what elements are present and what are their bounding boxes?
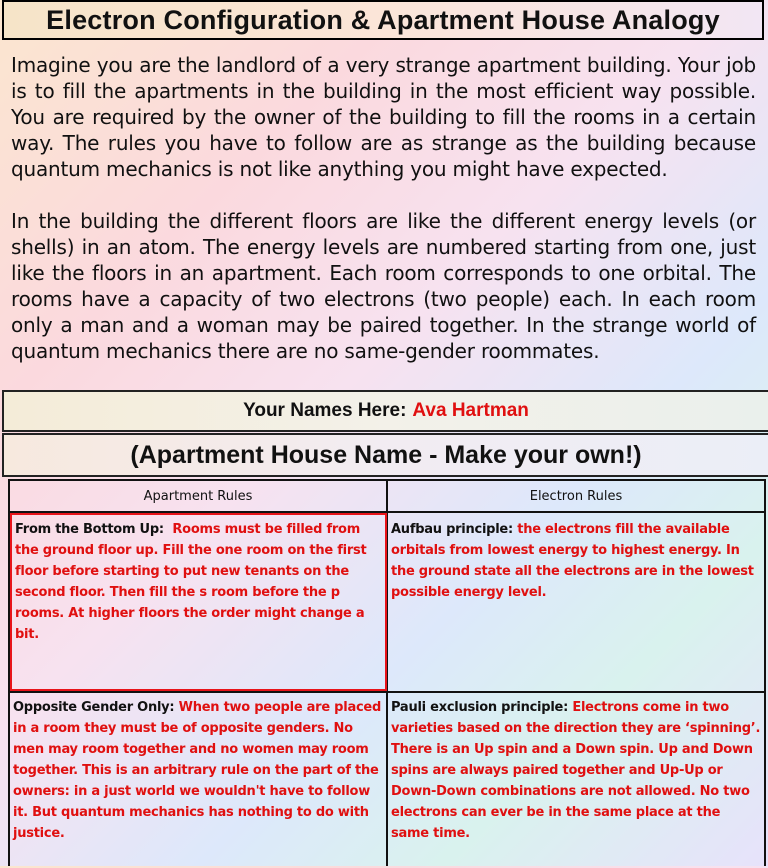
rules-table — [8, 479, 766, 866]
names-label: Your Names Here: — [243, 400, 407, 421]
intro-paragraph-2: In the building the different floors are like the different energy levels (or shells) in an atom. The energy levels are numbered starting from one, just like the floors in an apartment. Each room corresponds to one orbital. The rooms have a capacity of two electrons (two people) each. In each room only a man and a woman may be paired together. In the strange world of quantum mechanics there are no same-gender roommates. — [11, 209, 756, 363]
rule-text: Rooms must be filled from the ground floor up. Fill the one room on the first floor before starting to put new tenants on the second floor. Then fill the s room before the p rooms. At higher floors the order might change a bit. — [15, 522, 367, 642]
cell-pauli-exclusion-principle — [388, 693, 764, 868]
cell-from-bottom-up — [10, 513, 387, 691]
rule-text: When two people are placed in a room they must be of opposite genders. No men may room together and no women may room together. This is an arbitrary rule on the part of the owners: in a just world we wouldn't have to follow it. But quantum mechanics has nothing to do with justice. — [13, 700, 382, 841]
rule-term: Aufbau principle: — [391, 522, 513, 537]
cell-opposite-gender-only — [10, 693, 386, 868]
rule-term: Pauli exclusion principle: — [391, 700, 569, 715]
rule-text: the electrons fill the available orbitals from lowest energy to highest energy. In the ground state all the electrons are in the lowest possible energy level. — [391, 522, 754, 600]
names-value[interactable]: Ava Hartman — [412, 400, 529, 421]
rule-term: Opposite Gender Only: — [13, 700, 175, 715]
cell-aufbau-principle — [388, 515, 764, 691]
intro-paragraph-1: Imagine you are the landlord of a very strange apartment building. Your job is to fill the apartments in the building in the most efficient way possible. You are required by the owner of the building to fill the rooms in a certain way. The rules you have to follow are as strange as the building because quantum mechanics is not like anything you might have expected. — [11, 53, 756, 181]
intro-text — [11, 52, 756, 390]
names-bar — [2, 390, 768, 432]
house-name-bar[interactable]: (Apartment House Name - Make your own!) — [2, 433, 768, 477]
page-title: Electron Configuration & Apartment House Analogy — [2, 0, 764, 40]
rule-text: Electrons come in two varieties based on the direction they are ‘spinning’. There is an Up spin and a Down spin. Up and Down spins are always paired together and Up-Up or Down-Down combinations are not allowed. No two electrons can ever be in the same place at the same time. — [391, 700, 761, 841]
header-electron-rules: Electron Rules — [388, 481, 764, 513]
header-apartment-rules: Apartment Rules — [10, 481, 386, 513]
rule-term: From the Bottom Up: — [15, 522, 164, 537]
